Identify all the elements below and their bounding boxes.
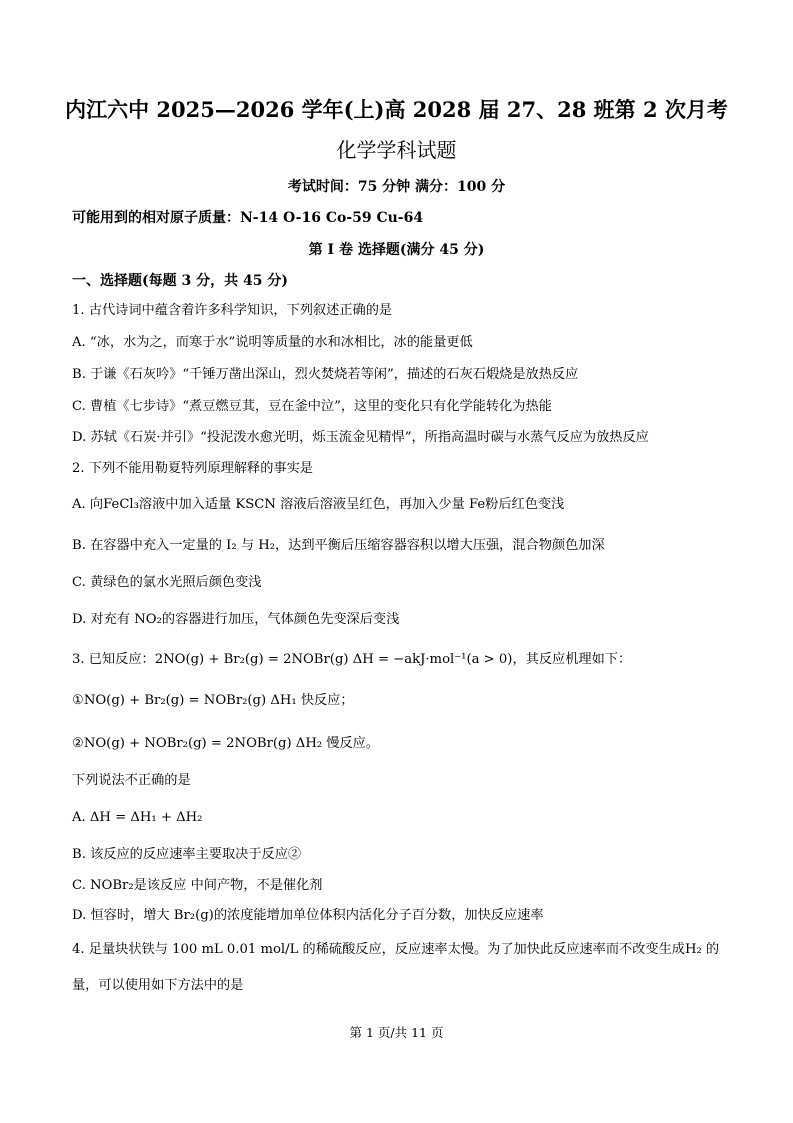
- atomic-masses: 可能用到的相对原子质量：N-14 O-16 Co-59 Cu-64: [72, 210, 424, 226]
- question-4-stem-line-2: 量，可以使用如下方法中的是: [72, 978, 244, 993]
- question-3-mechanism-step-2: ②NO(g) + NOBr₂(g) = 2NOBr(g) ΔH₂ 慢反应。: [72, 736, 380, 751]
- question-2-option-d: D. 对充有 NO₂的容器进行加压，气体颜色先变深后变浅: [72, 612, 400, 627]
- question-3-ask: 下列说法不正确的是: [72, 773, 191, 788]
- question-1-option-b: B. 于谦《石灰吟》“千锤万凿出深山，烈火焚烧若等闲”，描述的石灰石煅烧是放热反应: [72, 367, 579, 382]
- question-3-option-c: C. NOBr₂是该反应 中间产物，不是催化剂: [72, 878, 323, 893]
- question-3-option-b: B. 该反应的反应速率主要取决于反应②: [72, 847, 302, 862]
- question-1-option-c: C. 曹植《七步诗》“煮豆燃豆萁，豆在釜中泣”，这里的变化只有化学能转化为热能: [72, 399, 552, 414]
- question-3-stem: 3. 已知反应：2NO(g) + Br₂(g) = 2NOBr(g) ΔH = −akJ·mol⁻¹(a > 0)，其反应机理如下：: [72, 652, 632, 667]
- exam-title: 内江六中 2025—2026 学年(上)高 2028 届 27、28 班第 2 次月考: [65, 97, 728, 122]
- question-2-stem: 2. 下列不能用勒夏特列原理解释的事实是: [72, 461, 313, 476]
- question-2-option-a: A. 向FeCl₃溶液中加入适量 KSCN 溶液后溶液呈红色，再加入少量 Fe粉后红色变浅: [72, 497, 565, 512]
- question-3-option-a: A. ΔH = ΔH₁ + ΔH₂: [72, 810, 203, 825]
- question-2-option-c: C. 黄绿色的氯水光照后颜色变浅: [72, 575, 262, 590]
- exam-info: 考试时间：75 分钟 满分：100 分: [287, 179, 506, 195]
- question-3-mechanism-step-1: ①NO(g) + Br₂(g) = NOBr₂(g) ΔH₁ 快反应；: [72, 693, 354, 708]
- section-heading: 一、选择题(每题 3 分，共 45 分): [72, 273, 288, 289]
- question-3-option-d: D. 恒容时，增大 Br₂(g)的浓度能增加单位体积内活化分子百分数，加快反应速率: [72, 908, 544, 923]
- volume-heading: 第 I 卷 选择题(满分 45 分): [308, 242, 485, 258]
- question-4-stem-line-1: 4. 足量块状铁与 100 mL 0.01 mol/L 的稀硫酸反应，反应速率太慢。为了加快此反应速率而不改变生成H₂ 的: [72, 942, 720, 957]
- question-1-option-d: D. 苏轼《石炭·并引》“投泥泼水愈光明，烁玉流金见精悍”，所指高温时碳与水蒸气反应为放热反应: [72, 430, 649, 445]
- question-2-option-b: B. 在容器中充入一定量的 I₂ 与 H₂，达到平衡后压缩容器容积以增大压强，混合物颜色加深: [72, 538, 605, 553]
- question-1-stem: 1. 古代诗词中蕴含着许多科学知识，下列叙述正确的是: [72, 303, 393, 318]
- question-1-option-a: A. “冰，水为之，而寒于水”说明等质量的水和冰相比，冰的能量更低: [72, 335, 473, 350]
- page-number: 第 1 页/共 11 页: [349, 1025, 444, 1040]
- exam-subtitle: 化学学科试题: [336, 138, 457, 162]
